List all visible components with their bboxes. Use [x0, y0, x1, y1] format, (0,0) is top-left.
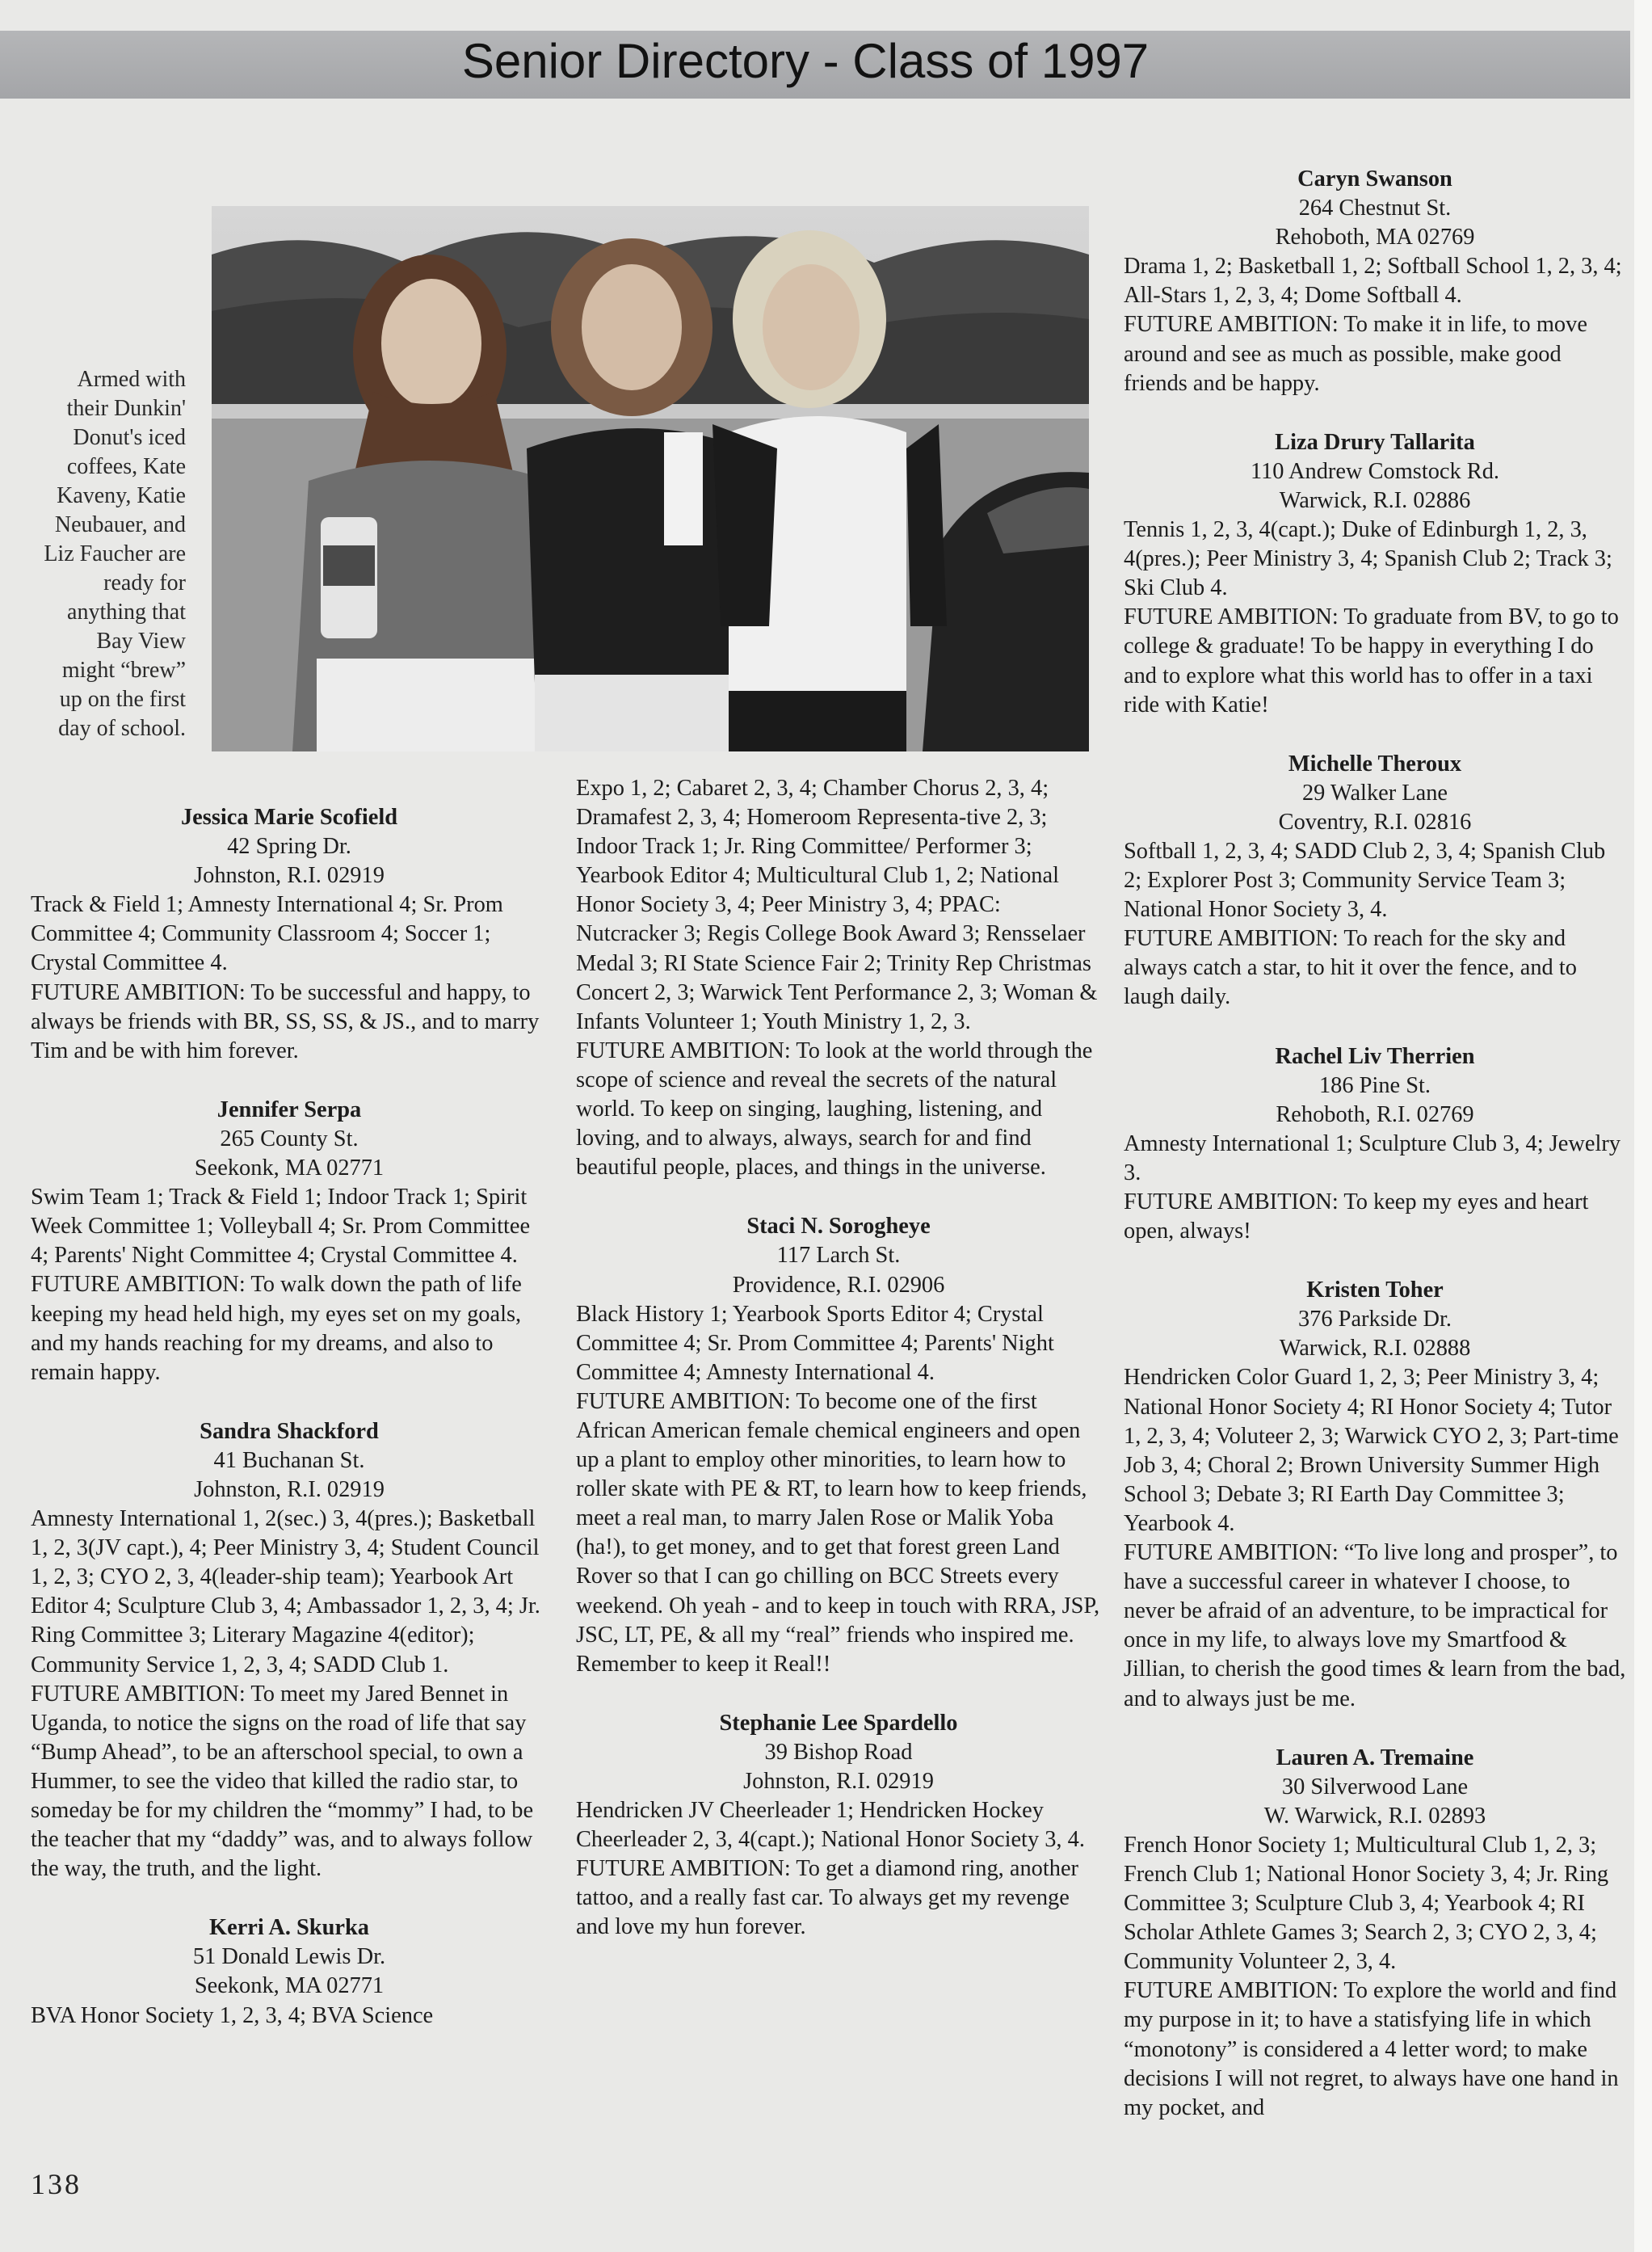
- directory-entry: [1124, 1744, 1626, 2123]
- directory-entry: [31, 1096, 548, 1387]
- senior-address: 186 Pine St. Rehoboth, R.I. 02769: [1276, 1072, 1474, 1127]
- senior-activities: Drama 1, 2; Basketball 1, 2; Softball School 1, 2, 3, 4; All-Stars 1, 2, 3, 4; Dome Softball 4.: [1124, 254, 1622, 309]
- senior-name: Stephanie Lee Spardello: [719, 1710, 958, 1736]
- senior-ambition: FUTURE AMBITION: To become one of the first African American female chemical engineers and open up a plant to employ other minorities, to learn how to roller skate with PE & RT, to learn how to keep friends, meet a real man, to marry Jalen Rose or Malik Yoba (ha!), to get money, and to get that forest green Land Rover so that I can go chilling on BCC Streets every weekend. Oh yeah - and to keep in touch with RRA, JSP, JSC, LT, PE, & all my “real” friends who inspired me. Remember to keep it Real!!: [576, 1388, 1100, 1677]
- senior-ambition: FUTURE AMBITION: To explore the world and find my purpose in it; to have a statisfying life in which “monotony” is considered a 4 letter word; to make decisions I will not regret, to always have one hand in my pocket, and: [1124, 1978, 1619, 2120]
- senior-address: 110 Andrew Comstock Rd. Warwick, R.I. 02886: [1250, 458, 1500, 513]
- directory-entry: [31, 1913, 548, 2030]
- senior-name: Caryn Swanson: [1297, 166, 1452, 192]
- senior-address: 29 Walker Lane Coventry, R.I. 02816: [1278, 780, 1472, 835]
- directory-entry: [576, 1212, 1101, 1679]
- senior-name: Lauren A. Tremaine: [1276, 1745, 1474, 1770]
- senior-ambition: FUTURE AMBITION: To walk down the path of life keeping my head held high, my eyes set on my goals, and my hands reaching for my dreams, and also to remain happy.: [31, 1272, 522, 1385]
- senior-ambition: FUTURE AMBITION: To keep my eyes and heart open, always!: [1124, 1189, 1589, 1244]
- senior-address: 117 Larch St. Providence, R.I. 02906: [732, 1243, 945, 1298]
- senior-name: Michelle Theroux: [1288, 751, 1462, 777]
- directory-entry: [31, 1417, 548, 1884]
- senior-address: 39 Bishop Road Johnston, R.I. 02919: [743, 1739, 934, 1794]
- senior-activities: Hendricken JV Cheerleader 1; Hendricken Hockey Cheerleader 2, 3, 4(capt.); National Honor Society 3, 4.: [576, 1798, 1085, 1853]
- senior-name: Kerri A. Skurka: [209, 1915, 369, 1941]
- senior-ambition: FUTURE AMBITION: To get a diamond ring, another tattoo, and a really fast car. To always get my revenge and love my hun forever.: [576, 1856, 1079, 1940]
- senior-address: 30 Silverwood Lane W. Warwick, R.I. 02893: [1263, 1774, 1486, 1829]
- senior-activities: Hendricken Color Guard 1, 2, 3; Peer Ministry 3, 4; National Honor Society 4; RI Honor Society 4; Tutor 1, 2, 3, 4; Voluteer 2, 3; Warwick CYO 2, 3; Part-time Job 3, 4; Choral 2; Brown University Summer High School 3; Debate 3; RI Earth Day Committee 3; Yearbook 4.: [1124, 1365, 1619, 1536]
- senior-ambition: FUTURE AMBITION: To be successful and happy, to always be friends with BR, SS, SS, & JS., and to marry Tim and be with him forever.: [31, 979, 540, 1063]
- senior-name: Jessica Marie Scofield: [180, 805, 398, 830]
- senior-name: Liza Drury Tallarita: [1275, 429, 1475, 455]
- senior-address: 264 Chestnut St. Rehoboth, MA 02769: [1275, 196, 1475, 250]
- senior-activities: Amnesty International 1, 2(sec.) 3, 4(pres.); Basketball 1, 2, 3(JV capt.), 4; Peer Ministry 3, 4; Student Council 1, 2, 3; CYO 2, 3, 4(leader-ship team); Yearbook Art Editor 4; Sculpture Club 3, 4; Ambassador 1, 2, 3, 4; Jr. Ring Committee 3; Literary Magazine 4(editor); Community Service 1, 2, 3, 4; SADD Club 1.: [31, 1506, 540, 1677]
- senior-address: 265 County St. Seekonk, MA 02771: [194, 1126, 385, 1181]
- directory-entry: [31, 803, 548, 1066]
- senior-ambition: FUTURE AMBITION: To make it in life, to move around and see as much as possible, make good friends and be happy.: [1124, 312, 1587, 396]
- directory-entry: [1124, 750, 1626, 1012]
- senior-address: 51 Donald Lewis Dr. Seekonk, MA 02771: [192, 1944, 386, 1999]
- directory-entry: [1124, 1276, 1626, 1713]
- senior-name: Staci N. Sorogheye: [746, 1214, 931, 1240]
- right-column: [1124, 165, 1626, 2153]
- continued-entry: [576, 774, 1101, 1182]
- senior-activities: Amnesty International 1; Sculpture Club 3, 4; Jewelry 3.: [1124, 1130, 1621, 1185]
- page-title: Senior Directory - Class of 1997: [461, 34, 1150, 88]
- senior-activities: Expo 1, 2; Cabaret 2, 3, 4; Chamber Chorus 2, 3, 4; Dramafest 2, 3, 4; Homeroom Representa-tive 2, 3; Indoor Track 1; Jr. Ring Committee/ Performer 3; Yearbook Editor 4; Multicultural Club 1, 2; National Honor Society 3, 4; Peer Ministry 3, 4; PPAC: Nutcracker 3; Regis College Book Award 3; Rensselaer Medal 3; RI State Science Fair 2; Trinity Rep Christmas Concert 2, 3; Warwick Tent Performance 2, 3; Woman & Infants Volunteer 1; Youth Ministry 1, 2, 3.: [576, 776, 1098, 1034]
- directory-entry: [1124, 165, 1626, 398]
- senior-ambition: FUTURE AMBITION: To graduate from BV, to go to college & graduate! To be happy in everything I do and to explore what this world has to offer in a taxi ride with Katie!: [1124, 604, 1619, 718]
- senior-name: Jennifer Serpa: [216, 1097, 362, 1122]
- senior-activities: Black History 1; Yearbook Sports Editor 4; Crystal Committee 4; Sr. Prom Committee 4; Parents' Night Committee 4; Amnesty International 4.: [576, 1301, 1054, 1385]
- senior-activities: BVA Honor Society 1, 2, 3, 4; BVA Science: [31, 2002, 434, 2028]
- senior-name: Rachel Liv Therrien: [1275, 1043, 1475, 1069]
- page-number: 138: [31, 2168, 82, 2200]
- photo-image: [212, 206, 1089, 751]
- page-header: [0, 31, 1630, 99]
- middle-column: [576, 774, 1101, 1972]
- senior-ambition: FUTURE AMBITION: To reach for the sky and always catch a star, to hit it over the fence, and to laugh daily.: [1124, 926, 1577, 1010]
- page-edge: [1634, 0, 1652, 2252]
- senior-name: Kristen Toher: [1306, 1278, 1444, 1303]
- senior-activities: Softball 1, 2, 3, 4; SADD Club 2, 3, 4; Spanish Club 2; Explorer Post 3; Community Service Team 3; National Honor Society 3, 4.: [1124, 838, 1606, 923]
- photo: [212, 206, 1089, 751]
- senior-activities: Tennis 1, 2, 3, 4(capt.); Duke of Edinburgh 1, 2, 3, 4(pres.); Peer Ministry 3, 4; Spanish Club 2; Track 3; Ski Club 4.: [1124, 517, 1612, 601]
- senior-ambition: FUTURE AMBITION: “To live long and prosper”, to have a successful career in whatever I choose, to never be afraid of an adventure, to be impractical for once in my life, to always love my Smartfood & Jillian, to cherish the good times & learn from the bad, and to always just be me.: [1124, 1540, 1626, 1711]
- senior-ambition: FUTURE AMBITION: To look at the world through the scope of science and reveal the secrets of the natural world. To keep on singing, laughing, listening, and loving, and to always, always, search for and find beautiful people, places, and things in the universe.: [576, 1038, 1093, 1181]
- senior-address: 42 Spring Dr. Johnston, R.I. 02919: [194, 834, 385, 889]
- left-column: [31, 803, 548, 2060]
- senior-activities: French Honor Society 1; Multicultural Club 1, 2, 3; French Club 1; National Honor Society 3, 4; Jr. Ring Committee 3; Sculpture Club 3, 4; Yearbook 4; RI Scholar Athlete Games 3; Search 2, 3; CYO 2, 3, 4; Community Volunteer 2, 3, 4.: [1124, 1832, 1609, 1975]
- photo-caption: Armed with their Dunkin' Donut's iced coffees, Kate Kaveny, Katie Neubauer, and Liz Faucher are ready for anything that Bay View might “brew” up on the first day of school.: [44, 367, 186, 741]
- directory-entry: [1124, 428, 1626, 720]
- senior-name: Sandra Shackford: [200, 1418, 379, 1444]
- senior-ambition: FUTURE AMBITION: To meet my Jared Bennet in Uganda, to notice the signs on the road of life that say “Bump Ahead”, to be an afterschool special, to own a Hummer, to see the video that killed the radio star, to someday be for my children the “mommy” I had, to be the teacher that my “daddy” was, and to always follow the way, the truth, and the light.: [31, 1681, 534, 1882]
- senior-address: 376 Parkside Dr. Warwick, R.I. 02888: [1279, 1307, 1471, 1362]
- directory-entry: [1124, 1042, 1626, 1247]
- senior-activities: Swim Team 1; Track & Field 1; Indoor Track 1; Spirit Week Committee 1; Volleyball 4; Sr. Prom Committee 4; Parents' Night Committee 4; Crystal Committee 4.: [31, 1185, 531, 1269]
- senior-address: 41 Buchanan St. Johnston, R.I. 02919: [194, 1447, 385, 1502]
- directory-entry: [576, 1709, 1101, 1943]
- senior-activities: Track & Field 1; Amnesty International 4; Sr. Prom Committee 4; Community Classroom 4; Soccer 1; Crystal Committee 4.: [31, 892, 503, 976]
